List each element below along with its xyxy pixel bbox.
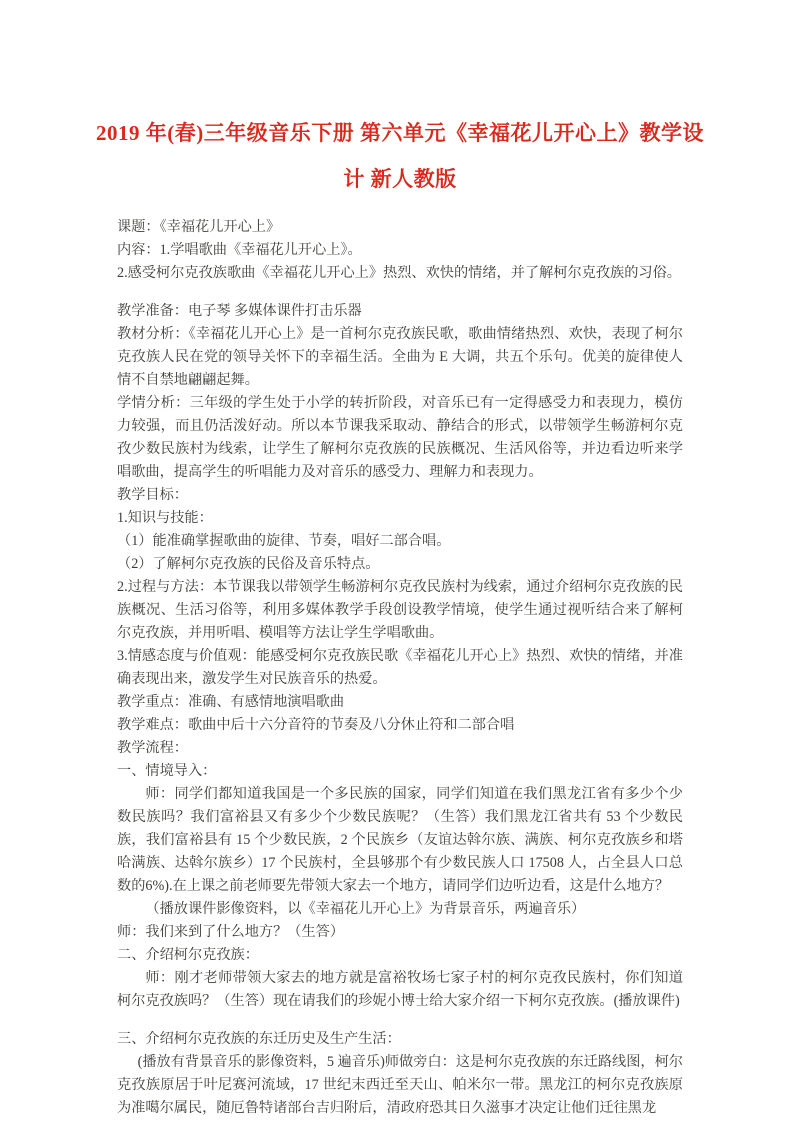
body-paragraph: 教学流程： [117, 740, 188, 757]
body-paragraph: 教学目标： [117, 487, 188, 504]
document-body [117, 216, 683, 1120]
body-paragraph: (播放有背景音乐的影像资料，5 遍音乐)师做旁白：这是柯尔克孜族的东迁路线图，柯尔克孜族原居于叶尼赛河流域，17 世纪末西迁至天山、帕米尔一带。黑龙江的柯尔克孜族原为准噶尔属民，随厄鲁特诸部台吉归附后，清政府恐其日久滋事才决定让他们迁往黑龙 [117, 1054, 683, 1117]
document-title-line-2: 计 新人教版 [343, 167, 457, 192]
body-paragraph: 1.知识与技能： [117, 510, 213, 527]
document-title [0, 14, 800, 202]
body-paragraph: 二、介绍柯尔克孜族： [117, 947, 259, 964]
body-paragraph: 教材分析：《幸福花儿开心上》是一首柯尔克孜族民歌，歌曲情绪热烈、欢快，表现了柯尔克孜族人民在党的领导关怀下的幸福生活。全曲为 E 大调，共五个乐句。优美的旋律使人情不自禁地翩翩起舞。 [117, 326, 683, 389]
body-paragraph: 三、介绍柯尔克孜族的东迁历史及生产生活： [117, 1031, 401, 1048]
body-paragraph: 师：同学们都知道我国是一个多民族的国家，同学们知道在我们黑龙江省有多少个少数民族吗？我们富裕县又有多少个少数民族呢？（生答）我们黑龙江省共有 53 个少数民族，我们富裕县有 15 个少数民族，2 个民族乡（友谊达斡尔族、满族、柯尔克孜族乡和塔哈满族、达斡尔族乡）17 个民族村，全县够那个有少数民族人口 17508 人，占全县人口总数的6%).在上课之前老师要先带领大家去一个地方，请同学们边听边看，这是什么地方？ [117, 786, 683, 895]
body-paragraph: 教学难点：歌曲中后十六分音符的节奏及八分休止符和二部合唱 [117, 717, 515, 734]
body-paragraph: 2.感受柯尔克孜族歌曲《幸福花儿开心上》热烈、欢快的情绪，并了解柯尔克孜族的习俗。 [117, 265, 681, 282]
body-paragraph: 一、情境导入： [117, 763, 217, 780]
document-title-line-1: 2019 年(春)三年级音乐下册 第六单元《幸福花儿开心上》教学设 [96, 121, 704, 146]
body-paragraph: 课题：《幸福花儿开心上》 [117, 219, 281, 236]
body-paragraph: 师：刚才老师带领大家去的地方就是富裕牧场七家子村的柯尔克孜民族村，你们知道柯尔克孜族吗？（生答）现在请我们的珍妮小博士给大家介绍一下柯尔克孜族。(播放课件) [117, 970, 683, 1010]
body-paragraph: 师：我们来到了什么地方？（生答） [117, 924, 345, 941]
body-paragraph: 教学重点：准确、有感情地演唱歌曲 [117, 694, 345, 711]
body-paragraph: 3.情感态度与价值观：能感受柯尔克孜族民歌《幸福花儿开心上》热烈、欢快的情绪，并准确表现出来，激发学生对民族音乐的热爱。 [117, 648, 683, 688]
body-paragraph: （2）了解柯尔克孜族的民俗及音乐特点。 [117, 556, 380, 573]
body-paragraph: 内容：1.学唱歌曲《幸福花儿开心上》。 [117, 242, 362, 259]
body-paragraph: （1）能准确掌握歌曲的旋律、节奏，唱好二部合唱。 [117, 533, 451, 550]
body-paragraph: 学情分析：三年级的学生处于小学的转折阶段，对音乐已有一定得感受力和表现力，模仿力较强，而且仍活泼好动。所以本节课我采取动、静结合的形式，以带领学生畅游柯尔克孜少数民族村为线索，让学生了解柯尔克孜族的民族概况、生活风俗等，并边看边听来学唱歌曲，提高学生的听唱能力及对音乐的感受力、理解力和表现力。 [117, 395, 683, 481]
body-paragraph: （播放课件影像资料，以《幸福花儿开心上》为背景音乐，两遍音乐） [145, 901, 586, 918]
body-paragraph: 2.过程与方法：本节课我以带领学生畅游柯尔克孜民族村为线索，通过介绍柯尔克孜族的民族概况、生活习俗等，利用多媒体教学手段创设教学情境，使学生通过视听结合来了解柯尔克孜族，并用听唱、模唱等方法让学生学唱歌曲。 [117, 579, 683, 642]
body-paragraph: 教学准备：电子琴 多媒体课件打击乐器 [117, 303, 362, 320]
